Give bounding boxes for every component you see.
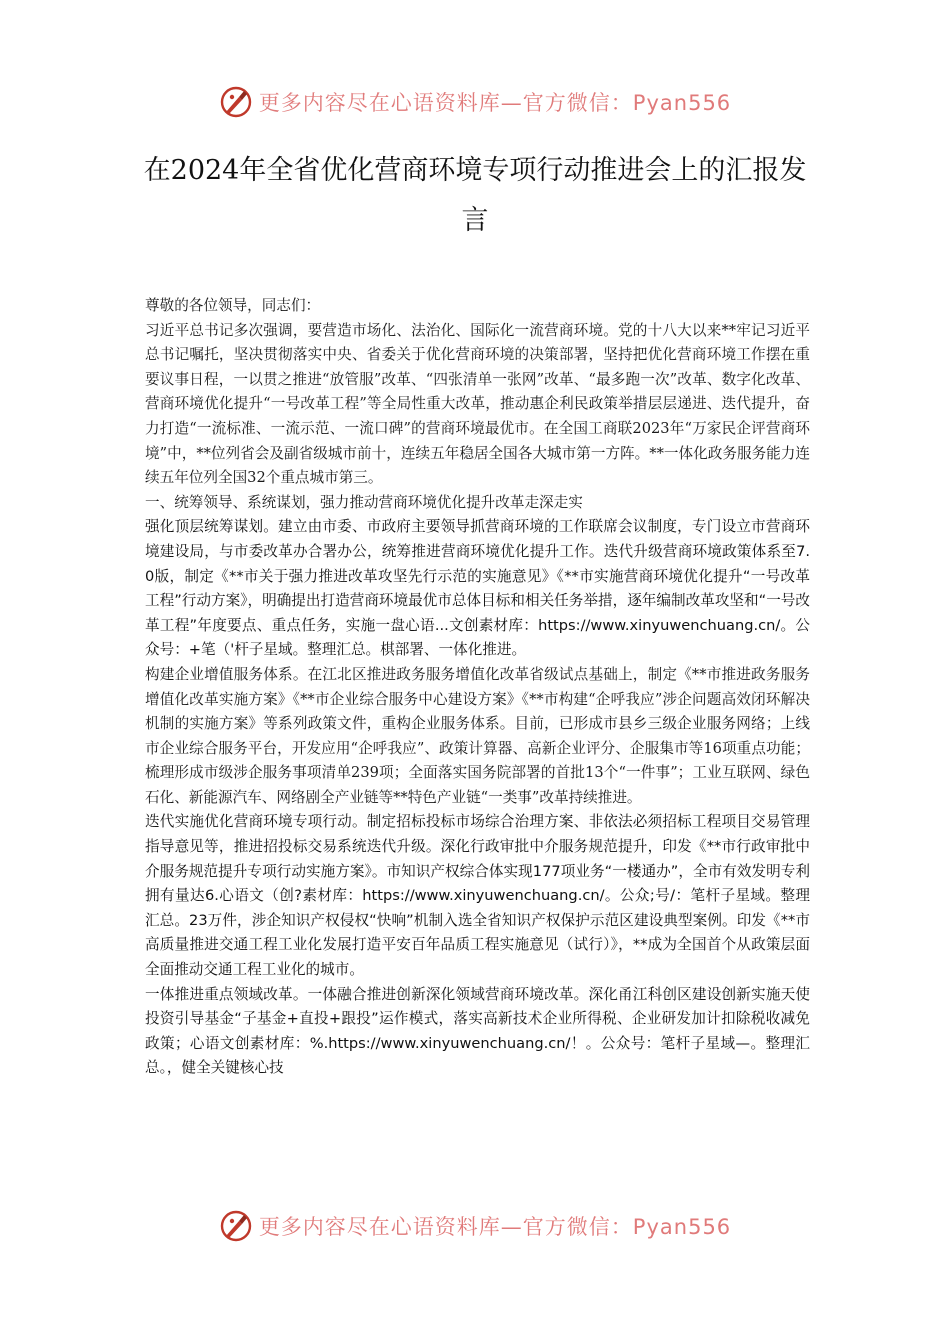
footer-watermark-banner xyxy=(0,1204,950,1248)
paragraph-key-reforms: 一体推进重点领域改革。一体融合推进创新深化领域营商环境改革。深化甬江科创区建设创新实施天使投资引导基金“子基金+直投+跟投”运作模式，落实高新技术企业所得税、企业研发加计扣除税收减免政策；心语文创素材库：%.https://www.xinyuwenchuang.cn/！。公众号：笔杆子星域—。整理汇总。，健全关键核心技 xyxy=(145,985,810,1077)
paragraph-top-level-planning: 强化顶层统筹谋划。建立由市委、市政府主要领导抓营商环境的工作联席会议制度，专门设立市营商环境建设局，与市委改革办合署办公，统筹推进营商环境优化提升工作。迭代升级营商环境政策体系至7.0版，制定《**市关于强力推进改革攻坚先行示范的实施意见》《**市实施营商环境优化提升“一号改革工程”行动方案》，明确提出打造营商环境最优市总体目标和相关任务举措，逐年编制改革攻坚和“一号改革工程”年度要点、重点任务，实施一盘心语...文创素材库：https://www.xinyuwenchuang.cn/。公众号：+笔（'杆子星域。整理汇总。棋部署、一体化推进。 xyxy=(145,518,810,659)
salutation: 尊敬的各位领导，同志们： xyxy=(145,297,321,314)
intro-paragraph: 习近平总书记多次强调，要营造市场化、法治化、国际化一流营商环境。党的十八大以来**牢记习近平总书记嘱托，坚决贯彻落实中央、省委关于优化营商环境的决策部署，坚持把优化营商环境工作摆在重要议事日程，一以贯之推进“放管服”改革、“四张清单一张网”改革、“最多跑一次”改革、数字化改革、营商环境优化提升“一号改革工程”等全局性重大改革，推动惠企利民政策举措层层递进、迭代提升，奋力打造“一流标准、一流示范、一流口碑”的营商环境最优市。在全国工商联2023年“万家民企评营商环境”中，**位列省会及副省级城市前十，连续五年稳居全国各大城市第一方阵。**一体化政务服务能力连续五年位列全国32个重点城市第三。 xyxy=(145,321,810,487)
document-title: 在2024年全省优化营商环境专项行动推进会上的汇报发言 xyxy=(143,155,807,236)
banner-text: 更多内容尽在心语资料库—官方微信：Pyan556 xyxy=(258,1215,732,1239)
pen-circle-logo-icon xyxy=(219,85,253,119)
document-body xyxy=(145,294,810,1081)
section-heading-1: 一、统筹领导、系统谋划，强力推动营商环境优化提升改革走深走实 xyxy=(145,493,583,511)
paragraph-enterprise-services: 构建企业增值服务体系。在江北区推进政务服务增值化改革省级试点基础上，制定《**市推进政务服务增值化改革实施方案》《**市企业综合服务中心建设方案》《**市构建“企呼我应”涉企问题高效闭环解决机制的实施方案》等系列政策文件，重构企业服务体系。目前，已形成市县乡三级企业服务网络；上线市企业综合服务平台，开发应用“企呼我应”、政策计算器、高新企业评分、企服集市等16项重点功能；梳理形成市级涉企服务事项清单239项；全面落实国务院部署的首批13个“一件事”；工业互联网、绿色石化、新能源汽车、网络剧全产业链等**特色产业链“一类事”改革持续推进。 xyxy=(145,665,810,806)
header-watermark-banner xyxy=(0,80,950,124)
banner-text: 更多内容尽在心语资料库—官方微信：Pyan556 xyxy=(258,91,732,115)
paragraph-special-action: 迭代实施优化营商环境专项行动。制定招标投标市场综合治理方案、非依法必须招标工程项目交易管理指导意见等，推进招投标交易系统迭代升级。深化行政审批中介服务规范提升，印发《**市行政审批中介服务规范提升专项行动实施方案》。市知识产权综合体实现177项业务“一楼通办”，全市有效发明专利拥有量达6.心语文（创?素材库：https://www.xinyuwenchuang.cn/。公众;号/：笔杆子星域。整理汇总。23万件，涉企知识产权侵权“快响”机制入选全省知识产权保护示范区建设典型案例。印发《**市高质量推进交通工程工业化发展打造平安百年品质工程实施意见（试行）》，**成为全国首个从政策层面全面推动交通工程工业化的城市。 xyxy=(145,813,810,979)
pen-circle-logo-icon xyxy=(219,1209,253,1243)
